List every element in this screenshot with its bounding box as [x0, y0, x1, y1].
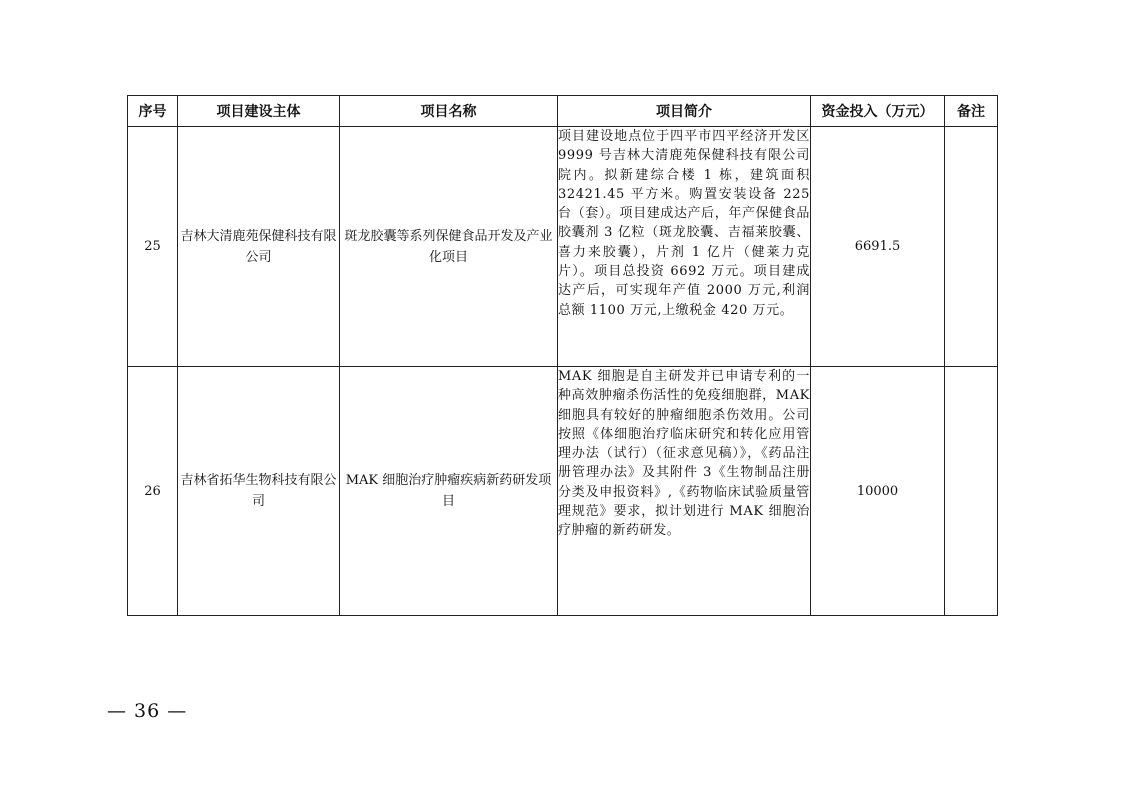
header-project-name: 项目名称: [340, 96, 558, 127]
row-investment: 10000: [811, 367, 945, 616]
row-serial: 25: [128, 127, 178, 367]
row-remark: [945, 367, 998, 616]
header-remark: 备注: [945, 96, 998, 127]
header-intro: 项目简介: [558, 96, 811, 127]
row-investment: 6691.5: [811, 127, 945, 367]
row-entity: 吉林省拓华生物科技有限公司: [178, 367, 340, 616]
row-intro: 项目建设地点位于四平市四平经济开发区 9999 号吉林大清鹿苑保健科技有限公司院内。拟新建综合楼 1 栋，建筑面积 32421.45 平方米。购置安装设备 225 台（套）。项目建成达产后，年产保健食品胶囊剂 3 亿粒（斑龙胶囊、吉福莱胶囊、喜力来胶囊），片剂 1 亿片（健莱力克片）。项目总投资 6692 万元。项目建成达产后，可实现年产值 2000 万元,利润总额 1100 万元,上缴税金 420 万元。: [558, 127, 811, 367]
page-number: — 36 —: [107, 700, 188, 722]
row-remark: [945, 127, 998, 367]
table-row: [128, 127, 998, 367]
row-project-name: 斑龙胶囊等系列保健食品开发及产业化项目: [340, 127, 558, 367]
row-project-name: MAK 细胞治疗肿瘤疾病新药研发项目: [340, 367, 558, 616]
row-intro: MAK 细胞是自主研发并已申请专利的一种高效肿瘤杀伤活性的免疫细胞群，MAK 细胞具有较好的肿瘤细胞杀伤效用。公司按照《体细胞治疗临床研究和转化应用管理办法（试行）（征求意见稿）》，《药品注册管理办法》及其附件 3《生物制品注册分类及申报资料》,《药物临床试验质量管理规范》要求，拟计划进行 MAK 细胞治疗肿瘤的新药研发。: [558, 367, 811, 616]
header-serial: 序号: [128, 96, 178, 127]
table-row: [128, 367, 998, 616]
project-table: [127, 95, 998, 616]
header-investment: 资金投入（万元）: [811, 96, 945, 127]
header-entity: 项目建设主体: [178, 96, 340, 127]
row-serial: 26: [128, 367, 178, 616]
row-entity: 吉林大清鹿苑保健科技有限公司: [178, 127, 340, 367]
table-header-row: [128, 96, 998, 127]
